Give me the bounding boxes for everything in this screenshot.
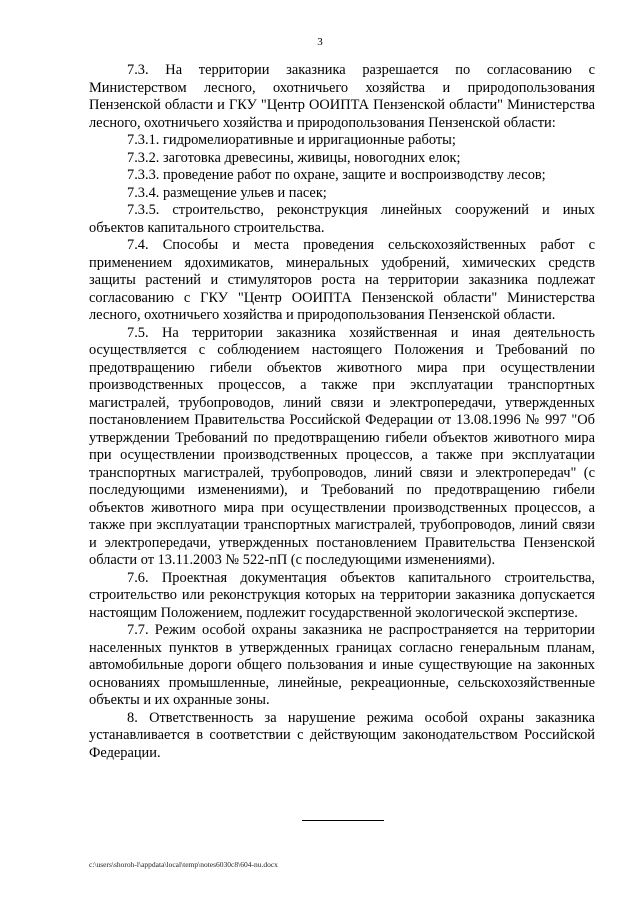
paragraph-7-4: 7.4. Способы и места проведения сельскохозяйственных работ с применением ядохимикатов, минеральных удобрений, химических средств защиты растений и стимуляторов роста на территории заказника подлежат согласованию с ГКУ "Центр ООИПТА Пензенской области" Министерства лесного, охотничьего хозяйства и природопользования Пензенской области. bbox=[89, 237, 595, 323]
paragraph-7-3-3: 7.3.3. проведение работ по охране, защите и воспроизводству лесов; bbox=[127, 167, 546, 183]
paragraph-7-5: 7.5. На территории заказника хозяйственная и иная деятельность осуществляется с соблюдением настоящего Положения и Требований по предотвращению гибели объектов животного мира при осуществлении производственных процессов, а также при эксплуатации транспортных магистралей, трубопроводов, линий связи и электропередачи, утвержденных постановлением Правительства Российской Федерации от 13.08.1996 № 997 "Об утверждении Требований по предотвращению гибели объектов животного мира при осуществлении производственных процессов, а также при эксплуатации транспортных магистралей, трубопроводов, линий связи и электропередач" (с последующими изменениями), и Требований по предотвращению гибели объектов животного мира при осуществлении производственных процессов, а также при эксплуатации транспортных магистралей, трубопроводов, линий связи и электропередачи, утвержденных постановлением Правительства Пензенской области от 13.11.2003 № 522-пП (с последующими изменениями). bbox=[89, 324, 595, 568]
paragraph-7-6: 7.6. Проектная документация объектов капитального строительства, строительство или реконструкция которых на территории заказника допускается настоящим Положением, подлежит государственной экологической экспертизе. bbox=[89, 569, 595, 621]
footer-file-path: c:\users\shoroh-l\appdata\local\temp\notes6030c8\604-nu.docx bbox=[89, 860, 278, 869]
paragraph-7-3: 7.3. На территории заказника разрешается по согласованию с Министерством лесного, охотничьего хозяйства и природопользования Пензенской области и ГКУ "Центр ООИПТА Пензенской области" Министерства лесного, охотничьего хозяйства и природопользования Пензенской области: bbox=[89, 62, 595, 131]
paragraph-7-3-4: 7.3.4. размещение ульев и пасек; bbox=[127, 184, 327, 201]
page-number: 3 bbox=[317, 36, 323, 48]
paragraph-7-3-2: 7.3.2. заготовка древесины, живицы, новогодних елок; bbox=[127, 149, 461, 166]
paragraph-7-7: 7.7. Режим особой охраны заказника не распространяется на территории населенных пунктов в утвержденных границах согласно генеральным планам, автомобильные дороги общего пользования и иные существующие на законных основаниях промышленные, линейные, рекреационные, сельскохозяйственные объекты и их охранные зоны. bbox=[89, 622, 595, 708]
paragraph-7-3-5: 7.3.5. строительство, реконструкция линейных сооружений и иных объектов капитального строительства. bbox=[89, 202, 595, 236]
footer-separator-line bbox=[302, 820, 384, 821]
paragraph-8: 8. Ответственность за нарушение режима особой охраны заказника устанавливается в соответствии с действующим законодательством Российской Федерации. bbox=[89, 709, 595, 761]
paragraph-7-3-1: 7.3.1. гидромелиоративные и ирригационные работы; bbox=[127, 132, 456, 148]
document-body bbox=[89, 62, 595, 762]
